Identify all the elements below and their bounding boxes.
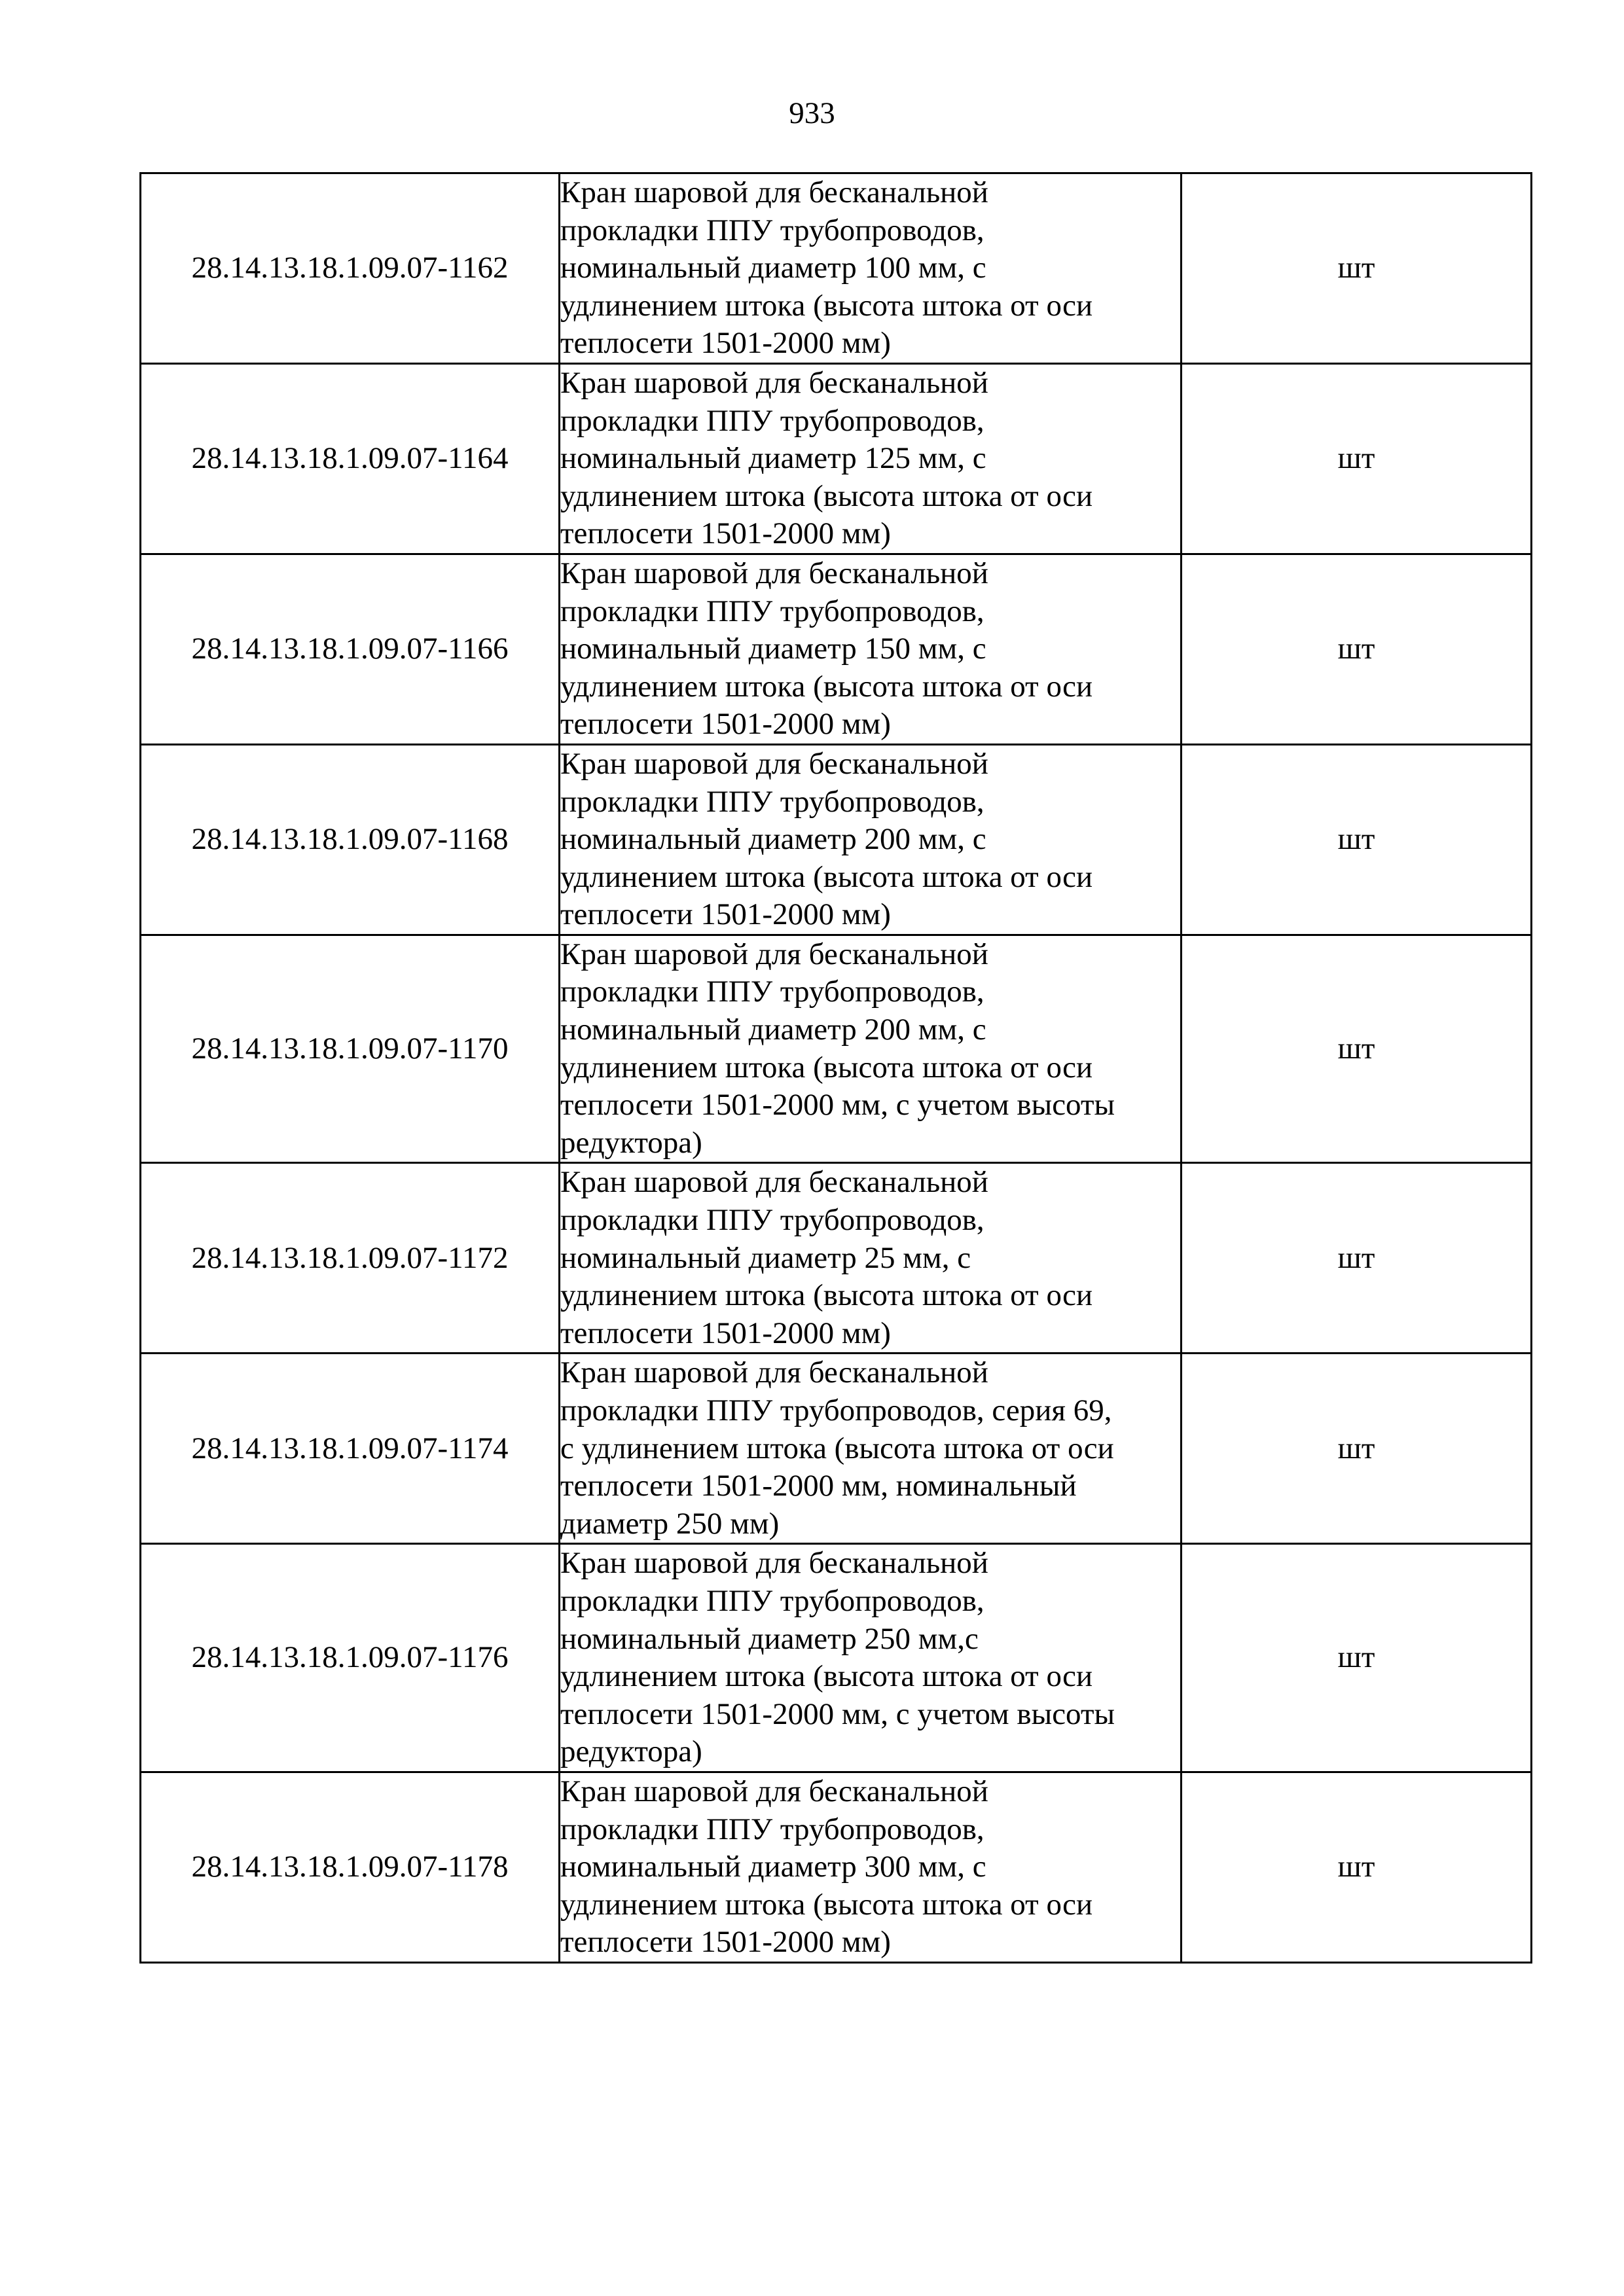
description-line: номинальный диаметр 250 мм,с <box>560 1621 979 1656</box>
resource-description <box>560 363 1182 554</box>
unit-of-measure: шт <box>1182 744 1532 935</box>
description-line: номинальный диаметр 25 мм, с <box>560 1240 971 1275</box>
unit-of-measure: шт <box>1182 363 1532 554</box>
table-row <box>141 173 1532 364</box>
resource-code: 28.14.13.18.1.09.07-1170 <box>141 935 560 1163</box>
table-row <box>141 554 1532 744</box>
description-line: прокладки ППУ трубопроводов, <box>560 403 984 438</box>
description-line: Кран шаровой для бесканальной <box>560 556 988 590</box>
description-line: удлинением штока (высота штока от оси <box>560 1050 1093 1085</box>
description-line: Кран шаровой для бесканальной <box>560 937 988 971</box>
table-body <box>141 173 1532 1963</box>
description-line: удлинением штока (высота штока от оси <box>560 1659 1093 1694</box>
description-line: прокладки ППУ трубопроводов, <box>560 594 984 628</box>
resource-code: 28.14.13.18.1.09.07-1178 <box>141 1772 560 1962</box>
unit-of-measure: шт <box>1182 1772 1532 1962</box>
resource-code: 28.14.13.18.1.09.07-1166 <box>141 554 560 744</box>
description-line: прокладки ППУ трубопроводов, <box>560 975 984 1009</box>
table-row <box>141 1544 1532 1772</box>
description-line: Кран шаровой для бесканальной <box>560 1774 988 1808</box>
resource-description <box>560 1163 1182 1354</box>
unit-of-measure: шт <box>1182 173 1532 364</box>
description-line: Кран шаровой для бесканальной <box>560 175 988 209</box>
resource-description <box>560 1354 1182 1544</box>
table-row <box>141 1354 1532 1544</box>
description-line: теплосети 1501-2000 мм) <box>560 1316 891 1350</box>
resource-code: 28.14.13.18.1.09.07-1162 <box>141 173 560 364</box>
resource-description <box>560 1772 1182 1962</box>
description-line: Кран шаровой для бесканальной <box>560 1546 988 1581</box>
unit-of-measure: шт <box>1182 1544 1532 1772</box>
table-row <box>141 1772 1532 1962</box>
resource-code: 28.14.13.18.1.09.07-1172 <box>141 1163 560 1354</box>
unit-of-measure: шт <box>1182 1163 1532 1354</box>
description-line: удлинением штока (высота штока от оси <box>560 1887 1093 1922</box>
description-line: Кран шаровой для бесканальной <box>560 365 988 400</box>
description-line: прокладки ППУ трубопроводов, <box>560 1812 984 1846</box>
description-line: прокладки ППУ трубопроводов, <box>560 213 984 247</box>
description-line: удлинением штока (высота штока от оси <box>560 1278 1093 1313</box>
description-line: редуктора) <box>560 1734 702 1769</box>
description-line: прокладки ППУ трубопроводов, <box>560 784 984 819</box>
resource-table <box>139 172 1532 1964</box>
resource-description <box>560 744 1182 935</box>
table-row <box>141 744 1532 935</box>
table-row <box>141 935 1532 1163</box>
description-line: номинальный диаметр 100 мм, с <box>560 251 986 285</box>
resource-description <box>560 173 1182 364</box>
resource-code: 28.14.13.18.1.09.07-1164 <box>141 363 560 554</box>
page-number: 933 <box>789 96 835 130</box>
description-line: редуктора) <box>560 1125 702 1160</box>
resource-code: 28.14.13.18.1.09.07-1176 <box>141 1544 560 1772</box>
description-line: теплосети 1501-2000 мм) <box>560 1925 891 1960</box>
resource-description <box>560 554 1182 744</box>
description-line: номинальный диаметр 200 мм, с <box>560 822 986 857</box>
table-row <box>141 1163 1532 1354</box>
description-line: удлинением штока (высота штока от оси <box>560 859 1093 894</box>
description-line: диаметр 250 мм) <box>560 1506 780 1541</box>
description-line: прокладки ППУ трубопроводов, <box>560 1203 984 1238</box>
description-line: теплосети 1501-2000 мм) <box>560 516 891 551</box>
description-line: удлинением штока (высота штока от оси <box>560 478 1093 513</box>
resource-description <box>560 1544 1182 1772</box>
unit-of-measure: шт <box>1182 935 1532 1163</box>
description-line: номинальный диаметр 200 мм, с <box>560 1013 986 1047</box>
description-line: прокладки ППУ трубопроводов, <box>560 1583 984 1618</box>
description-line: номинальный диаметр 125 мм, с <box>560 441 986 476</box>
description-line: удлинением штока (высота штока от оси <box>560 669 1093 704</box>
description-line: с удлинением штока (высота штока от оси <box>560 1431 1114 1465</box>
description-line: прокладки ППУ трубопроводов, серия 69, <box>560 1393 1112 1427</box>
unit-of-measure: шт <box>1182 554 1532 744</box>
description-line: теплосети 1501-2000 мм, номинальный <box>560 1469 1077 1503</box>
description-line: Кран шаровой для бесканальной <box>560 1355 988 1390</box>
unit-of-measure: шт <box>1182 1354 1532 1544</box>
description-line: Кран шаровой для бесканальной <box>560 746 988 781</box>
description-line: теплосети 1501-2000 мм) <box>560 897 891 932</box>
description-line: теплосети 1501-2000 мм) <box>560 326 891 361</box>
resource-code: 28.14.13.18.1.09.07-1174 <box>141 1354 560 1544</box>
description-line: удлинением штока (высота штока от оси <box>560 288 1093 323</box>
table-row <box>141 363 1532 554</box>
description-line: номинальный диаметр 300 мм, с <box>560 1850 986 1884</box>
description-line: теплосети 1501-2000 мм, с учетом высоты <box>560 1088 1115 1122</box>
resource-description <box>560 935 1182 1163</box>
description-line: теплосети 1501-2000 мм) <box>560 707 891 742</box>
description-line: теплосети 1501-2000 мм, с учетом высоты <box>560 1696 1115 1731</box>
description-line: Кран шаровой для бесканальной <box>560 1165 988 1200</box>
description-line: номинальный диаметр 150 мм, с <box>560 632 986 666</box>
resource-code: 28.14.13.18.1.09.07-1168 <box>141 744 560 935</box>
